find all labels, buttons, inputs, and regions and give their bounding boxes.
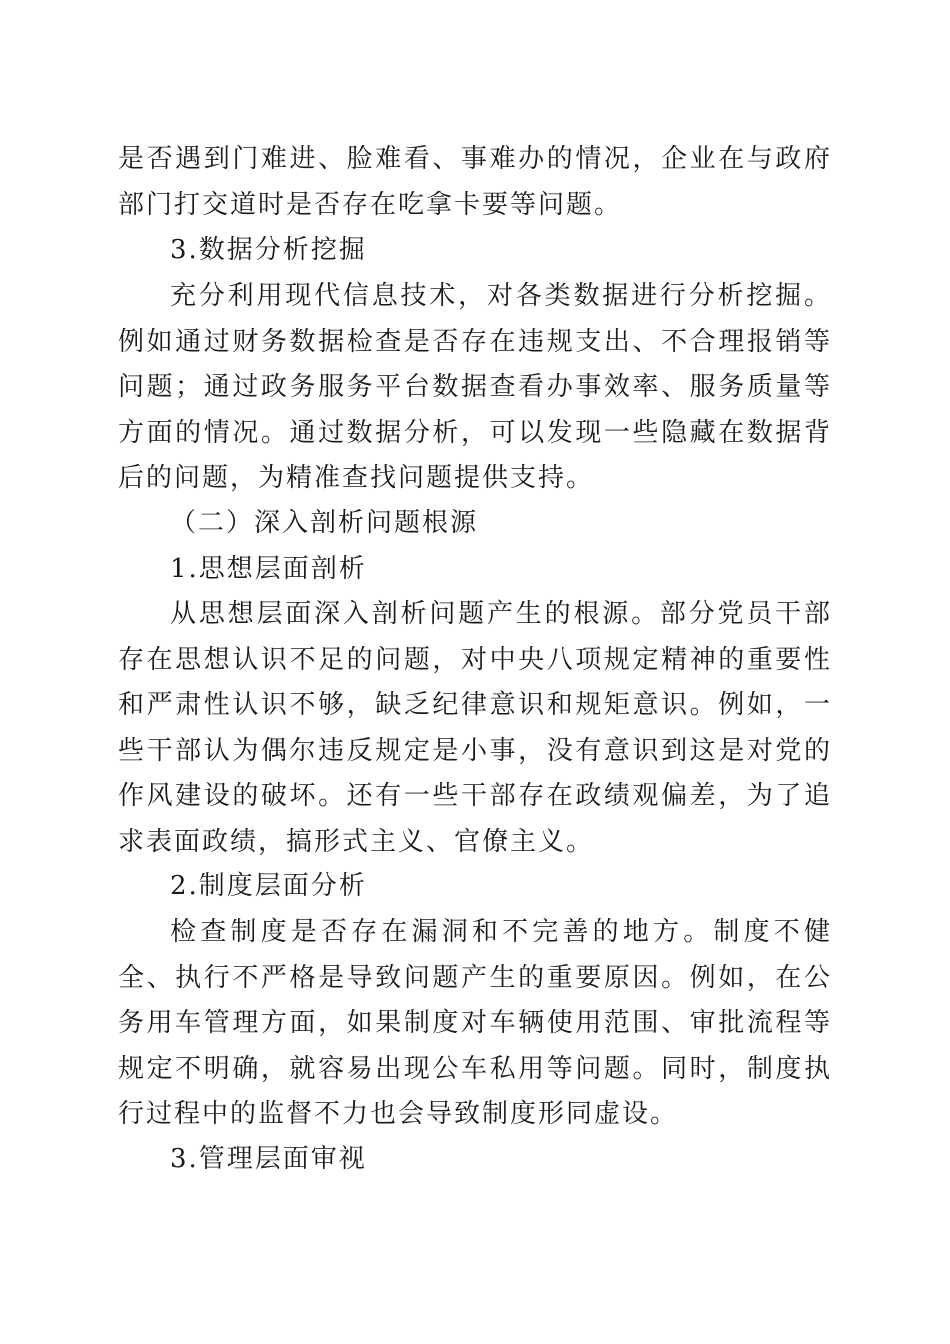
paragraph-data-mining: 充分利用现代信息技术，对各类数据进行分析挖掘。例如通过财务数据检查是否存在违规支出、不合理报销等问题；通过政务服务平台数据查看办事效率、服务质量等方面的情况。通过数据分析，可以发现一些隐藏在数据背后的问题，为精准查找问题提供支持。 (118, 281, 832, 493)
subheading-management-level: 3.管理层面审视 (170, 1144, 367, 1174)
subheading-system-level: 2.制度层面分析 (170, 871, 367, 901)
subheading-thought-level: 1.思想层面剖析 (170, 554, 367, 584)
paragraph-system-analysis: 检查制度是否存在漏洞和不完善的地方。制度不健全、执行不严格是导致问题产生的重要原因。例如，在公务用车管理方面，如果制度对车辆使用范围、审批流程等规定不明确，就容易出现公车私用等问题。同时，制度执行过程中的监督不力也会导致制度形同虚设。 (118, 917, 832, 1129)
paragraph-service-issues: 是否遇到门难进、脸难看、事难办的情况，企业在与政府部门打交道时是否存在吃拿卡要等问题。 (118, 144, 832, 220)
subheading-data-analysis: 3.数据分析挖掘 (170, 235, 367, 265)
paragraph-thought-analysis: 从思想层面深入剖析问题产生的根源。部分党员干部存在思想认识不足的问题，对中央八项规定精神的重要性和严肃性认识不够，缺乏纪律意识和规矩意识。例如，一些干部认为偶尔违反规定是小事，没有意识到这是对党的作风建设的破坏。还有一些干部存在政绩观偏差，为了追求表面政绩，搞形式主义、官僚主义。 (118, 599, 832, 857)
section-heading-root-causes: （二）深入剖析问题根源 (170, 508, 479, 538)
